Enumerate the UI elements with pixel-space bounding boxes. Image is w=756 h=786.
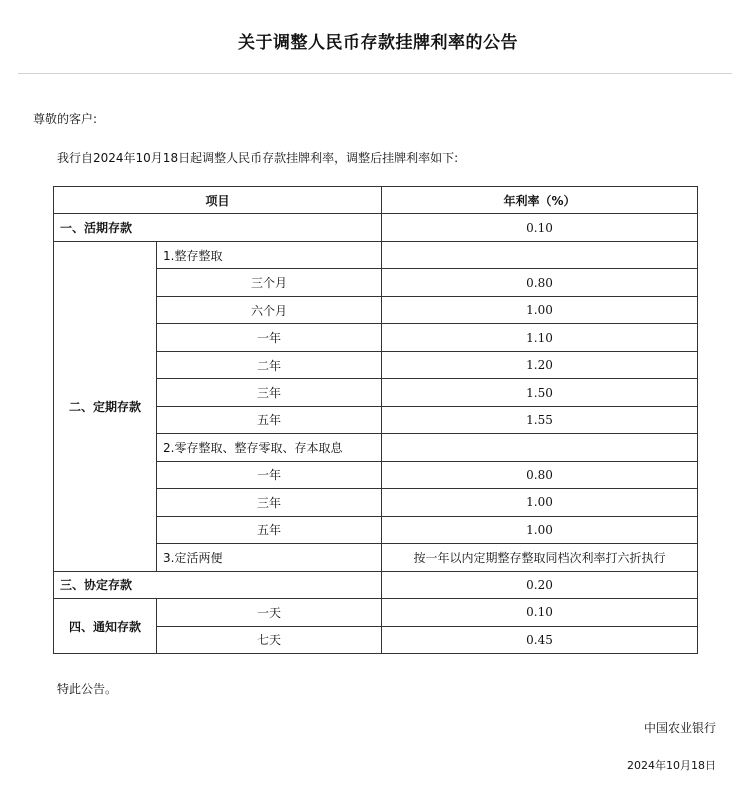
rate-cell: 0.20 [382, 571, 698, 598]
rate-cell: 0.80 [382, 269, 698, 296]
term-cell: 七天 [157, 626, 382, 654]
rate-cell: 1.00 [382, 516, 698, 543]
closing-text: 特此公告。 [57, 682, 118, 696]
rate-cell: 0.45 [382, 626, 698, 654]
demand-deposit-label: 一、活期存款 [54, 214, 382, 241]
term-cell: 五年 [157, 516, 382, 543]
rate-cell-empty [382, 241, 698, 268]
rate-cell: 1.55 [382, 406, 698, 433]
table-row [54, 599, 698, 626]
header-rate: 年利率（%） [382, 187, 698, 214]
rate-cell: 1.50 [382, 379, 698, 406]
table-row [54, 241, 698, 268]
fixed-sub3-label: 3.定活两便 [157, 544, 382, 571]
rate-cell: 1.20 [382, 351, 698, 378]
fixed-sub1-label: 1.整存整取 [157, 241, 382, 268]
term-cell: 一天 [157, 599, 382, 626]
term-cell: 一年 [157, 324, 382, 351]
rate-table [53, 186, 698, 654]
term-cell: 二年 [157, 351, 382, 378]
term-cell: 五年 [157, 406, 382, 433]
rate-cell: 0.10 [382, 599, 698, 626]
term-cell: 三年 [157, 379, 382, 406]
rate-cell: 1.00 [382, 489, 698, 516]
term-cell: 一年 [157, 461, 382, 488]
term-cell: 三年 [157, 489, 382, 516]
fixed-sub2-label: 2.零存整取、整存零取、存本取息 [157, 434, 382, 461]
header-item: 项目 [54, 187, 382, 214]
greeting: 尊敬的客户: [33, 112, 98, 126]
agreement-deposit-label: 三、协定存款 [54, 571, 382, 598]
table-row [54, 214, 698, 241]
rate-cell: 1.10 [382, 324, 698, 351]
title-divider [18, 73, 732, 74]
bank-name: 中国农业银行 [643, 721, 716, 735]
page-title: 关于调整人民币存款挂牌利率的公告 [238, 33, 518, 53]
table-header-row [54, 187, 698, 214]
intro-text: 我行自2024年10月18日起调整人民币存款挂牌利率，调整后挂牌利率如下: [57, 151, 459, 165]
notice-deposit-label: 四、通知存款 [54, 599, 157, 654]
rate-cell: 0.80 [382, 461, 698, 488]
term-cell: 三个月 [157, 269, 382, 296]
table-row [54, 571, 698, 598]
rate-cell-empty [382, 434, 698, 461]
rate-cell: 按一年以内定期整存整取同档次利率打六折执行 [382, 544, 698, 571]
term-cell: 六个月 [157, 296, 382, 323]
notice-date: 2024年10月18日 [627, 759, 716, 772]
rate-cell: 0.10 [382, 214, 698, 241]
fixed-deposit-label: 二、定期存款 [54, 241, 157, 571]
rate-cell: 1.00 [382, 296, 698, 323]
